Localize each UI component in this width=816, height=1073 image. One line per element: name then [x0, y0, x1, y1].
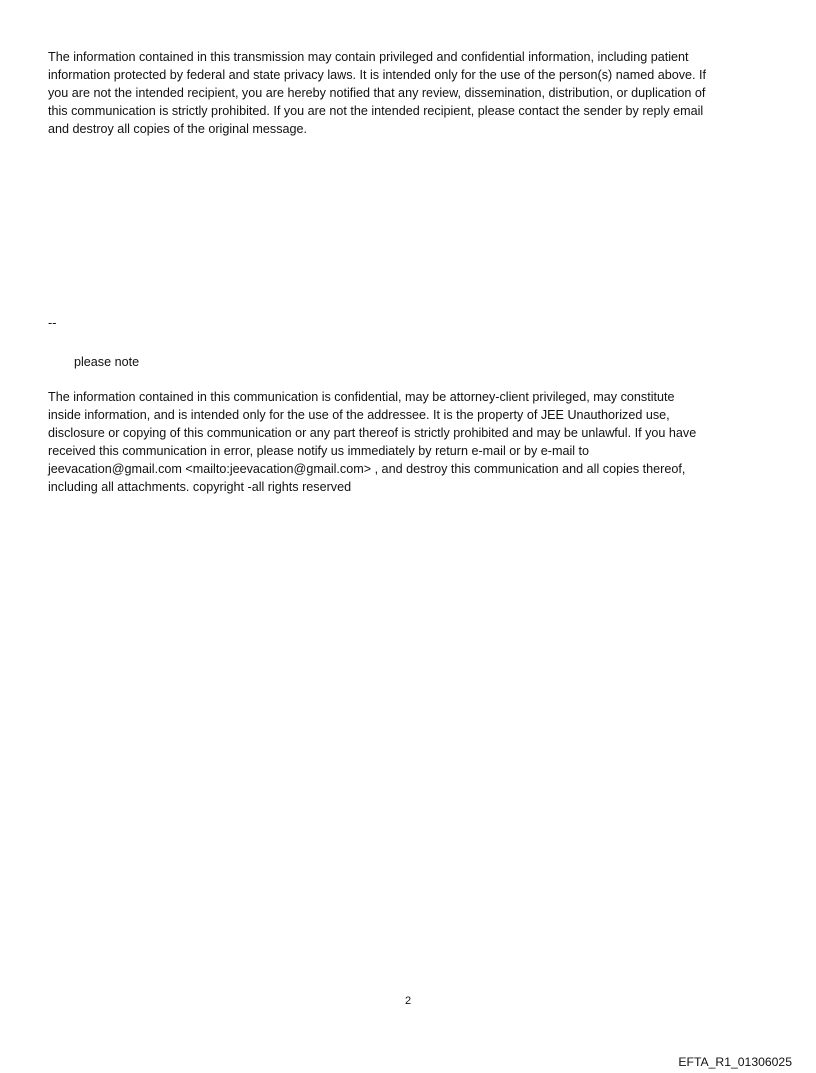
paragraph-line: and destroy all copies of the original message.	[48, 122, 308, 137]
paragraph-line: jeevacation@gmail.com <mailto:jeevacation@gmail.com> , and destroy this communication and all copies thereof,	[48, 462, 686, 477]
paragraph-line: The information contained in this transmission may contain privileged and confidential information, including patient	[48, 50, 689, 64]
paragraph-line: including all attachments. copyright -all rights reserved	[48, 480, 352, 495]
paragraph-line: you are not the intended recipient, you are hereby notified that any review, dissemination, distribution, or duplication of	[48, 86, 706, 101]
legal-disclaimer-paragraph	[48, 388, 778, 497]
paragraph-line: received this communication in error, please notify us immediately by return e-mail or by e-mail to	[48, 444, 590, 459]
paragraph-line: inside information, and is intended only for the use of the addressee. It is the property of JEE Unauthorized use,	[48, 408, 670, 423]
please-note-label: please note	[74, 355, 140, 369]
page-number: 2	[404, 995, 412, 1007]
paragraph-line: this communication is strictly prohibited. If you are not the intended recipient, please contact the sender by reply email	[48, 104, 704, 119]
paragraph-line: disclosure or copying of this communication or any part thereof is strictly prohibited and may be unlawful. If you have	[48, 426, 697, 441]
paragraph-line: The information contained in this communication is confidential, may be attorney-client privileged, may constitute	[48, 390, 675, 404]
confidentiality-notice-paragraph	[48, 48, 778, 138]
paragraph-line: information protected by federal and state privacy laws. It is intended only for the use of the person(s) named above. If	[48, 68, 707, 83]
document-id-stamp: EFTA_R1_01306025	[678, 1055, 792, 1069]
signature-separator: --	[48, 316, 57, 330]
